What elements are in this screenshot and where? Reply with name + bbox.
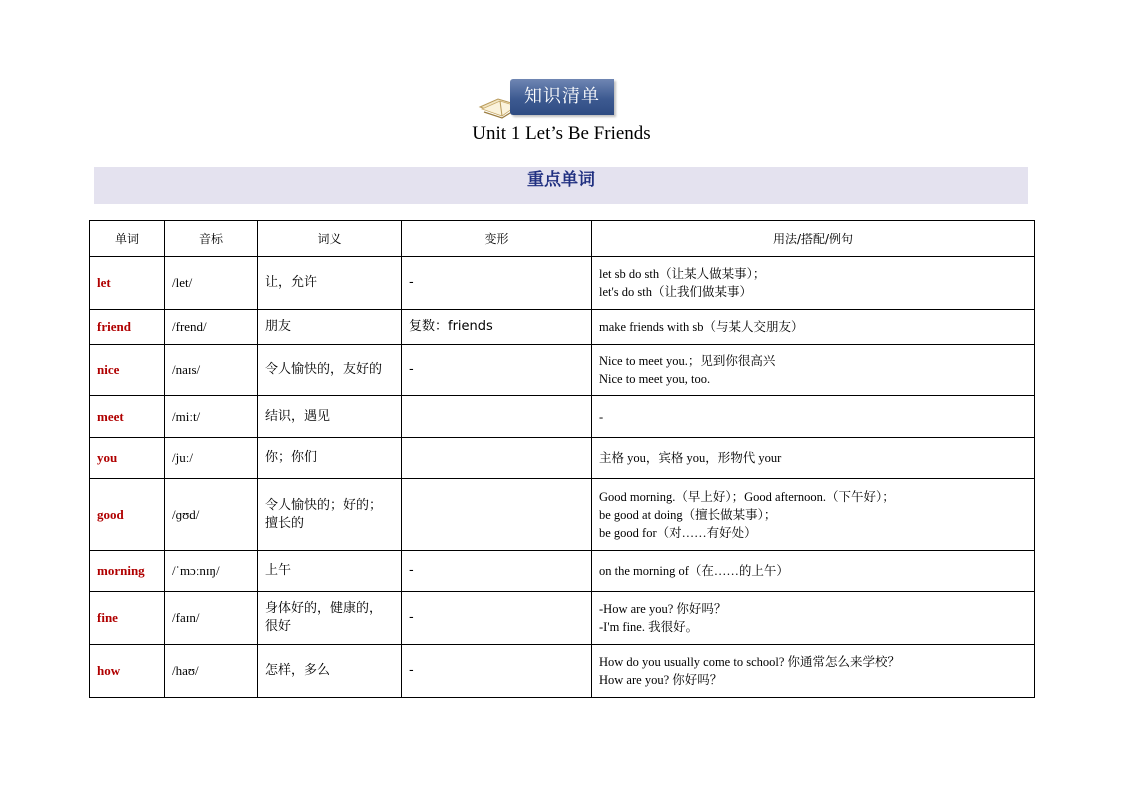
usage-line: How are you? 你好吗？ [599,673,723,687]
usage-cell [592,479,1035,551]
usage-line: let sb do sth（让某人做某事）； [599,267,766,281]
usage-cell [592,310,1035,345]
meaning-cell [258,257,402,310]
usage-line: How do you usually come to school? 你通常怎么来学校？ [599,655,901,669]
usage-line: Good morning.（早上好）；Good afternoon.（下午好）； [599,489,895,504]
meaning-line: 朋友 [265,319,292,334]
word-cell: good [90,479,165,551]
meaning-cell [258,396,402,438]
table-row [90,345,1035,396]
table-row [90,592,1035,645]
word-cell: fine [90,592,165,645]
phonetic-cell: /juː/ [165,438,258,479]
usage-cell [592,592,1035,645]
usage-line: be good at doing（擅长做某事）； [599,507,777,522]
word-cell: you [90,438,165,479]
meaning-cell [258,479,402,551]
form-cell [402,396,592,438]
meaning-cell [258,438,402,479]
word-cell: how [90,645,165,698]
phonetic-cell: /let/ [165,257,258,310]
form-cell: - [402,257,592,310]
header-form: 变形 [402,221,592,257]
phonetic-cell: /ˈmɔːnɪŋ/ [165,551,258,592]
meaning-line: 很好 [265,619,292,634]
table-row [90,438,1035,479]
usage-cell [592,396,1035,438]
word-cell: nice [90,345,165,396]
usage-cell [592,438,1035,479]
table-row [90,396,1035,438]
meaning-line: 令人愉快的；好的； [265,497,383,513]
phonetic-cell: /miːt/ [165,396,258,438]
meaning-line: 身体好的，健康的， [265,601,383,616]
usage-line: - [599,409,604,424]
phonetic-cell: /naɪs/ [165,345,258,396]
meaning-cell [258,345,402,396]
meaning-line: 令人愉快的，友好的 [265,362,383,377]
usage-line: on the morning of（在……的上午） [599,564,789,578]
form-cell: - [402,592,592,645]
meaning-line: 擅长的 [265,515,305,531]
section-title: 重点单词 [527,170,595,190]
form-cell: - [402,551,592,592]
meaning-cell [258,645,402,698]
meaning-line: 结识，遇见 [265,408,331,424]
vocabulary-table [89,220,1035,698]
table-row [90,310,1035,345]
table-row [90,551,1035,592]
usage-line: -I'm fine. 我很好。 [599,620,699,634]
section-header [94,167,1028,204]
usage-line: make friends with sb（与某人交朋友） [599,320,804,334]
header-meaning: 词义 [258,221,402,257]
usage-line: 主格 you，宾格 you，形物代 your [599,451,782,465]
table-header-row [90,221,1035,257]
form-cell: - [402,645,592,698]
meaning-cell [258,551,402,592]
usage-line: let's do sth（让我们做某事） [599,285,752,299]
phonetic-cell: /frend/ [165,310,258,345]
phonetic-cell: /haʊ/ [165,645,258,698]
usage-line: Nice to meet you.；见到你很高兴 [599,354,776,368]
word-cell: morning [90,551,165,592]
meaning-line: 你；你们 [265,450,318,465]
form-cell: - [402,345,592,396]
table-row [90,257,1035,310]
word-cell: meet [90,396,165,438]
table-row [90,479,1035,551]
word-cell: friend [90,310,165,345]
form-cell [402,438,592,479]
document-title: Unit 1 Let’s Be Friends [472,123,651,144]
meaning-line: 让，允许 [265,275,318,290]
phonetic-cell: /faɪn/ [165,592,258,645]
meaning-cell [258,310,402,345]
header-word: 单词 [90,221,165,257]
table-row [90,645,1035,698]
meaning-line: 上午 [265,563,292,578]
usage-line: -How are you? 你好吗？ [599,602,727,616]
meaning-line: 怎样，多么 [265,663,331,678]
badge-label: 知识清单 [510,79,614,115]
usage-line: be good for（对……有好处） [599,525,757,540]
usage-cell [592,345,1035,396]
knowledge-list-badge [478,76,638,120]
header-phonetic: 音标 [165,221,258,257]
table-body [90,257,1035,698]
usage-line: Nice to meet you, too. [599,372,711,386]
header-usage: 用法/搭配/例句 [592,221,1035,257]
usage-cell [592,257,1035,310]
usage-cell [592,645,1035,698]
usage-cell [592,551,1035,592]
form-cell [402,479,592,551]
word-cell: let [90,257,165,310]
form-cell: 复数：friends [402,310,592,345]
meaning-cell [258,592,402,645]
phonetic-cell: /ɡʊd/ [165,479,258,551]
